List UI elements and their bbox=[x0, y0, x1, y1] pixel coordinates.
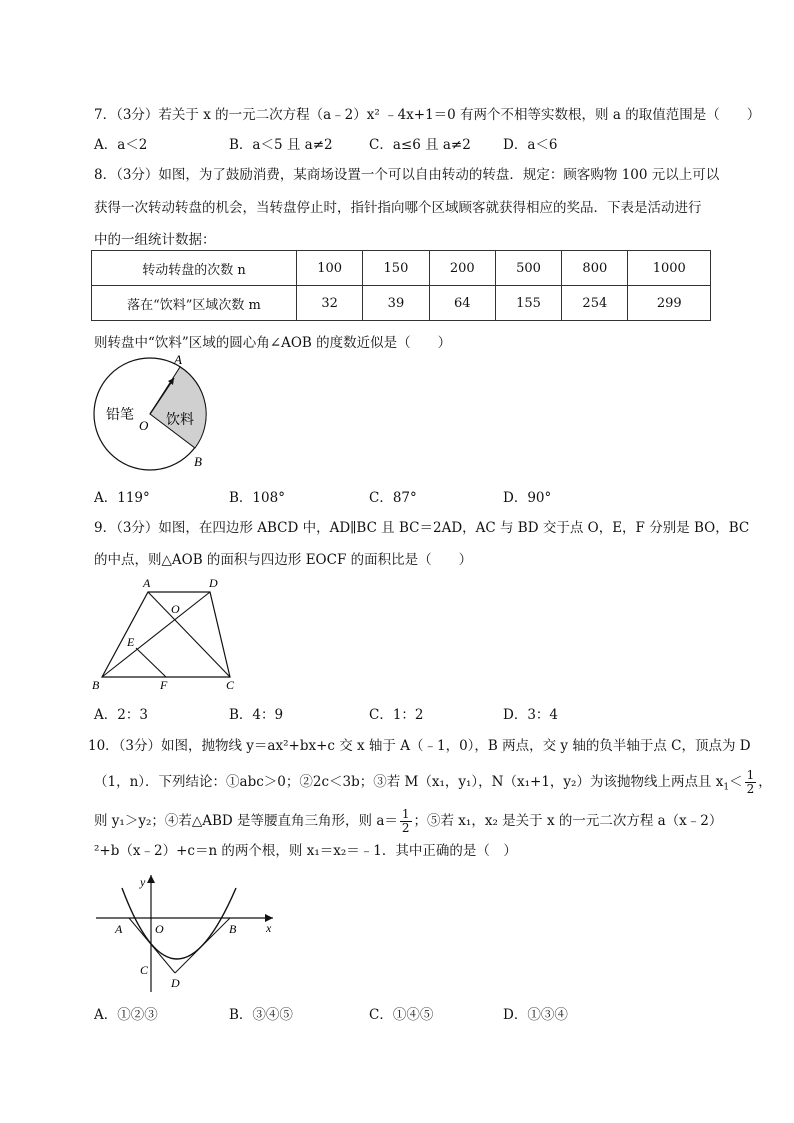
q8-option-b: B．108° bbox=[229, 490, 285, 506]
q7-option-c: C．a≤6 且 a≠2 bbox=[369, 137, 471, 153]
q10-option-a: A．①②③ bbox=[94, 1007, 158, 1023]
q8-option-d: D．90° bbox=[503, 490, 552, 506]
q9-stem-line1: 9．（3分）如图，在四边形 ABCD 中，AD∥BC 且 BC＝2AD，AC 与 BD 交于点 O，E，F 分别是 BO，BC bbox=[94, 520, 750, 536]
label-b: B bbox=[229, 922, 237, 936]
label-o: O bbox=[171, 602, 180, 616]
q8-option-c: C．87° bbox=[369, 490, 417, 506]
label-d: D bbox=[209, 576, 218, 590]
q8-spinner-figure bbox=[88, 352, 218, 477]
frac-num: 1 bbox=[746, 768, 755, 782]
q8-stem-line2: 获得一次转动转盘的机会，当转盘停止时，指针指向哪个区域顾客就获得相应的奖品．下表是活动进行 bbox=[94, 200, 702, 216]
label-b: B bbox=[92, 678, 100, 692]
q10-line1: 10．（3分）如图，抛物线 y＝ax²+bx+c 交 x 轴于 A（﹣1，0），B 两点，交 y 轴的负半轴于点 C，顶点为 D bbox=[88, 738, 751, 754]
q10-line3-text-b: ；⑤若 x₁，x₂ 是关于 x 的一元二次方程 a（x﹣2） bbox=[413, 813, 723, 829]
label-d: D bbox=[171, 976, 180, 990]
table-row bbox=[92, 251, 711, 286]
q7-option-b: B．a＜5 且 a≠2 bbox=[229, 137, 333, 153]
label-o: O bbox=[139, 418, 149, 433]
q7-stem: 7．（3分）若关于 x 的一元二次方程（a﹣2）x² ﹣4x+1＝0 有两个不相等实数根，则 a 的取值范围是（ ） bbox=[94, 107, 761, 123]
label-a: A bbox=[115, 922, 123, 936]
q9-quadrilateral-figure bbox=[88, 574, 248, 696]
label-c: C bbox=[140, 963, 149, 977]
label-a: A bbox=[174, 352, 182, 367]
q10-option-c: C．①④⑤ bbox=[369, 1007, 434, 1023]
table-cell: 64 bbox=[429, 286, 495, 321]
label-pencil: 铅笔 bbox=[106, 408, 134, 423]
label-a: A bbox=[143, 576, 151, 590]
q9-option-b: B．4：9 bbox=[229, 707, 284, 723]
table-cell: 39 bbox=[363, 286, 429, 321]
table-cell: 200 bbox=[429, 251, 495, 286]
quad-abcd bbox=[102, 592, 230, 677]
q8-stem-line3: 中的一组统计数据： bbox=[94, 232, 216, 248]
label-drink: 饮料 bbox=[166, 413, 194, 428]
table-cell: 100 bbox=[297, 251, 363, 286]
label-f: F bbox=[160, 678, 168, 692]
q9-option-a: A．2：3 bbox=[94, 707, 148, 723]
table-cell: 155 bbox=[495, 286, 561, 321]
frac-num: 1 bbox=[401, 807, 410, 821]
q10-line2-lt: ＜ bbox=[729, 774, 743, 790]
table-cell: 800 bbox=[562, 251, 628, 286]
table-header-n: 转动转盘的次数 n bbox=[92, 251, 297, 286]
q10-option-b: B．③④⑤ bbox=[229, 1007, 293, 1023]
q10-line2-sub: 1 bbox=[723, 782, 730, 793]
label-o: O bbox=[155, 922, 164, 936]
segment-ad bbox=[129, 918, 175, 973]
q9-option-c: C．1：2 bbox=[369, 707, 424, 723]
y-axis-arrow bbox=[147, 875, 155, 883]
segment-bd bbox=[175, 918, 230, 973]
q8-question: 则转盘中“饮料”区域的圆心角∠AOB 的度数近似是（ ） bbox=[94, 335, 452, 351]
q10-line2-end: ， bbox=[758, 774, 772, 790]
table-cell: 32 bbox=[297, 286, 363, 321]
q10-option-d: D．①③④ bbox=[503, 1007, 568, 1023]
diagonal-ac bbox=[148, 592, 230, 677]
q8-stats-table bbox=[91, 250, 711, 321]
diagonal-bd bbox=[102, 592, 210, 677]
table-cell: 1000 bbox=[628, 251, 711, 286]
frac-den: 2 bbox=[401, 821, 410, 835]
table-cell: 150 bbox=[363, 251, 429, 286]
segment-ef bbox=[136, 648, 166, 677]
table-row bbox=[92, 286, 711, 321]
table-cell: 500 bbox=[495, 251, 561, 286]
q7-option-a: A．a＜2 bbox=[94, 137, 148, 153]
label-e: E bbox=[127, 635, 135, 649]
parabola-curve bbox=[122, 888, 236, 959]
table-cell: 299 bbox=[628, 286, 711, 321]
frac-den: 2 bbox=[746, 782, 755, 796]
table-cell: 254 bbox=[562, 286, 628, 321]
q7-option-d: D．a＜6 bbox=[503, 137, 558, 153]
fraction-a-half bbox=[400, 808, 412, 835]
q8-stem-line1: 8．（3分）如图，为了鼓励消费，某商场设置一个可以自由转动的转盘．规定：顾客购物 100 元以上可以 bbox=[94, 167, 720, 183]
q9-option-d: D．3：4 bbox=[503, 707, 559, 723]
table-header-m: 落在“饮料”区域次数 m bbox=[92, 286, 297, 321]
q10-line3-text-a: 则 y₁＞y₂；④若△ABD 是等腰直角三角形，则 a＝ bbox=[94, 813, 398, 829]
q9-stem-line2: 的中点，则△AOB 的面积与四边形 EOCF 的面积比是（ ） bbox=[94, 552, 473, 568]
q10-line2 bbox=[94, 769, 772, 796]
q10-parabola-figure bbox=[88, 870, 288, 995]
label-b: B bbox=[194, 454, 202, 469]
q10-line4: ²+b（x﹣2）+c＝n 的两个根，则 x₁＝x₂＝﹣1．其中正确的是（ ） bbox=[94, 843, 517, 859]
q10-line3 bbox=[94, 808, 722, 835]
label-y: y bbox=[140, 875, 146, 889]
fraction-one-half bbox=[745, 769, 757, 796]
q10-line2-text: （1，n）．下列结论：①abc＞0；②2c＜3b；③若 M（x₁，y₁），N（x₁+1，y₂）为该抛物线上两点且 x bbox=[94, 774, 724, 790]
q8-option-a: A．119° bbox=[94, 490, 150, 506]
label-c: C bbox=[226, 678, 235, 692]
label-x: x bbox=[266, 921, 272, 935]
